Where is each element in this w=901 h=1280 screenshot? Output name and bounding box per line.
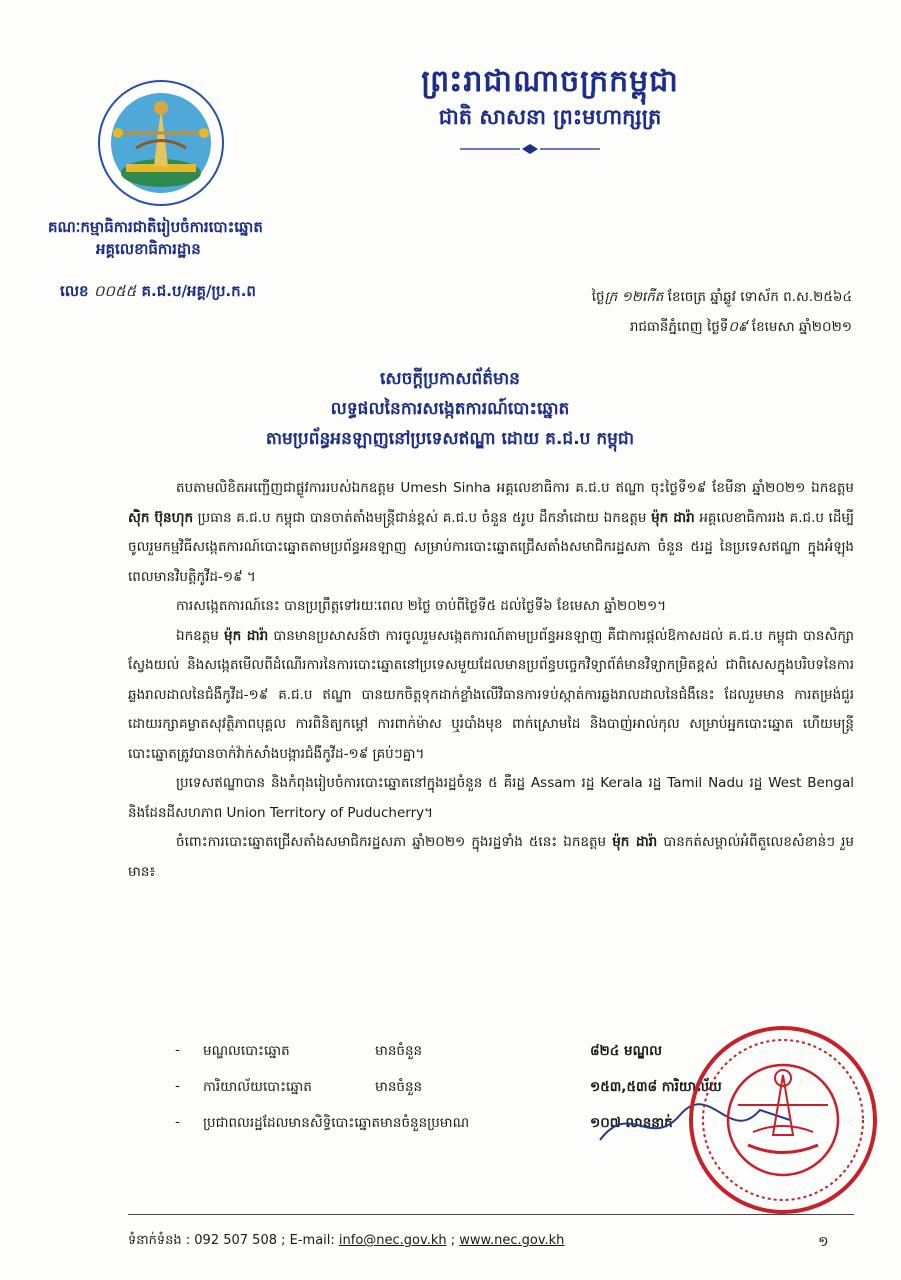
reference-number (60, 282, 256, 304)
email-link[interactable]: info@nec.gov.kh (338, 1233, 447, 1248)
list-label: មណ្ឌលបោះឆ្នោត (203, 1043, 290, 1059)
paragraph-2: ការសង្កេតការណ៍នេះ បានប្រព្រឹត្តទៅរយៈពេល ២ថ្ងៃ ចាប់ពីថ្ងៃទី៥ ដល់ថ្ងៃទី៦ ខែមេសា ឆ្នាំ២០២១។ (176, 598, 667, 614)
document-subtitle-1: លទ្ធផលនៃការសង្កេតការណ៍បោះឆ្នោត (330, 399, 570, 419)
footer-separator: ; (446, 1233, 460, 1248)
list-value: ១៥៣,៥៣៨ ការិយាល័យ (590, 1079, 722, 1095)
p5-name: ម៉ុក ដារ៉ា (612, 834, 658, 850)
document-subtitle-2: តាមប្រព័ន្ធអនឡាញនៅប្រទេសឥណ្ឌា ដោយ គ.ជ.ប កម្ពុជា (265, 429, 635, 449)
lunar-date-text: ខែចេត្រ ឆ្នាំឆ្លូវ ទោស័ក ព.ស.២៥៦៤ (667, 289, 852, 305)
ref-suffix: គ.ជ.ប/អគ្គ/ប្រ.ក.ព (141, 282, 256, 300)
page-number: ១ (818, 1234, 829, 1250)
kingdom-motto: ជាតិ សាសនា ព្រះមហាក្សត្រ (438, 105, 662, 129)
solar-date-handwritten: ០៩ (728, 319, 748, 335)
paragraph-4: ប្រទេសឥណ្ឌាបាន និងកំពុងរៀបចំការបោះឆ្នោតនៅក្នុងរដ្ឋចំនួន ៥ គឺរដ្ឋ Assam រដ្ឋ Kerala រដ្ឋ Tamil Nadu រដ្ឋ West Bengal និងដែនដីសហភាព Union Territory of Puducherry។ (128, 775, 854, 821)
footer-divider (128, 1214, 854, 1215)
p1-name-deputy: ម៉ុក ដារ៉ា (651, 509, 695, 526)
list-dash: - (175, 1114, 180, 1130)
p1-text-a: តបតាមលិខិតអញ្ជើញជាផ្លូវការរបស់ឯកឧត្តម Umesh Sinha អគ្គលេខាធិការ គ.ជ.ប ឥណ្ឌា ចុះថ្ងៃទី១៩ ខែមីនា ឆ្នាំ២០២១ ឯកឧត្តម (176, 480, 854, 496)
solar-date (482, 318, 852, 338)
lunar-date-handwritten: ក្រ ១២កើត (604, 289, 664, 305)
p3-text-b: បានមានប្រសាសន៍ថា ការចូលរួមសង្កេតការណ៍តាមប្រព័ន្ធអនឡាញ គឺជាការផ្តល់ឱកាសដល់ គ.ជ.ប កម្ពុជា បានសិក្សា ស្វែងយល់ និងសង្កេតមើលពីដំណើរការនៃការបោះឆ្នោតនៅប្រទេសមួយដែលមានប្រព័ន្ធបច្ចេកវិទ្យាព័ត៌មានវិទ្យាកម្រិតខ្ពស់ ជាពិសេសក្នុងបរិបទនៃការឆ្លងរាលដាលនៃជំងឺកូវីដ-១៩ គ.ជ.ប ឥណ្ឌា បានយកចិត្តទុកដាក់ខ្លាំងលើវិធានការទប់ស្កាត់ការឆ្លងរាលដាលនៃជំងឺនេះ ដែលរួមមាន ការតម្រង់ជួរដោយរក្សាគម្លាតសុវត្ថិភាពបុគ្គល ការពិនិត្យកម្ដៅ ការពាក់ម៉ាស ឬរបាំងមុខ ពាក់ស្រោមដៃ និងបាញ់អាល់កុល សម្រាប់អ្នកបោះឆ្នោត ហើយមន្ត្រីបោះឆ្នោតត្រូវបានចាក់វ៉ាក់សាំងបង្ការជំងឺកូវីដ-១៩ គ្រប់ៗគ្នា។ (128, 627, 854, 762)
footer-contact (128, 1232, 564, 1251)
paragraph-1 (128, 474, 854, 592)
p1-name-president: ស៊ិក ប៊ុនហុក (128, 509, 194, 526)
ornament-divider-icon (460, 142, 600, 156)
list-value: ៨២៤ មណ្ឌល (590, 1043, 662, 1059)
body-text (128, 474, 854, 887)
list-value: ១០៧ លាននាក់ (590, 1115, 673, 1131)
document-title: សេចក្ដីប្រកាសព័ត៌មាន (380, 369, 520, 389)
official-seal-icon (683, 1020, 883, 1220)
solar-date-text: ខែមេសា ឆ្នាំ២០២១ (751, 319, 852, 335)
solar-date-prefix: រាជធានីភ្នំពេញ ថ្ងៃទី (629, 319, 729, 335)
paragraph-5 (128, 828, 854, 887)
organization-name: គណៈកម្មាធិការជាតិរៀបចំការបោះឆ្នោត (48, 218, 263, 236)
list-dash: - (175, 1042, 180, 1058)
p5-text-b: បានកត់សម្គាល់អំពីតួលេខសំខាន់ៗ រួមមាន៖ (128, 834, 855, 880)
list-mid: មានចំនួន (375, 1079, 423, 1095)
list-dash: - (175, 1078, 180, 1094)
p1-text-c: អគ្គលេខាធិការរង គ.ជ.ប ដើម្បីចូលរួមកម្មវិធីសង្កេតការណ៍បោះឆ្នោតតាមប្រព័ន្ធអនឡាញ សម្រាប់ការបោះឆ្នោតជ្រើសតាំងសមាជិករដ្ឋសភា ចំនួន ៥រដ្ឋ នៃប្រទេសឥណ្ឌា ក្នុងអំឡុងពេលមានវិបត្តិកូវីដ-១៩ ។ (128, 509, 855, 585)
website-link[interactable]: www.nec.gov.kh (459, 1233, 565, 1248)
nec-emblem-logo (96, 78, 226, 208)
p3-name: ម៉ុក ដារ៉ា (224, 627, 269, 644)
list-label: ការិយាល័យបោះឆ្នោត (203, 1079, 312, 1095)
lunar-date-prefix: ថ្ងៃ (591, 289, 605, 305)
p1-text-b: ប្រធាន គ.ជ.ប កម្ពុជា បានចាត់តាំងមន្ត្រីជាន់ខ្ពស់ គ.ជ.ប ចំនួន ៥រូប ដឹកនាំដោយ ឯកឧត្តម (193, 509, 652, 526)
contact-prefix: ទំនាក់ទំនង : 092 507 508 ; E-mail: (128, 1233, 339, 1248)
list-label: ប្រជាពលរដ្ឋដែលមានសិទ្ធិបោះឆ្នោតមានចំនួនប្រមាណ (203, 1115, 470, 1131)
organization-department: អគ្គលេខាធិការដ្ឋាន (96, 240, 201, 258)
paragraph-3 (128, 622, 854, 770)
kingdom-title: ព្រះរាជាណាចក្រកម្ពុជា (421, 64, 679, 99)
list-mid: មានចំនួន (375, 1043, 423, 1059)
lunar-date (482, 288, 852, 308)
p3-text-a: ឯកឧត្តម (176, 627, 225, 644)
ref-number-handwritten: ០០៥៥ (93, 282, 137, 300)
p5-text-a: ចំពោះការបោះឆ្នោតជ្រើសតាំងសមាជិករដ្ឋសភា ឆ្នាំ២០២១ ក្នុងរដ្ឋទាំង ៥នេះ ឯកឧត្តម (176, 834, 613, 850)
ref-prefix: លេខ (60, 282, 89, 300)
